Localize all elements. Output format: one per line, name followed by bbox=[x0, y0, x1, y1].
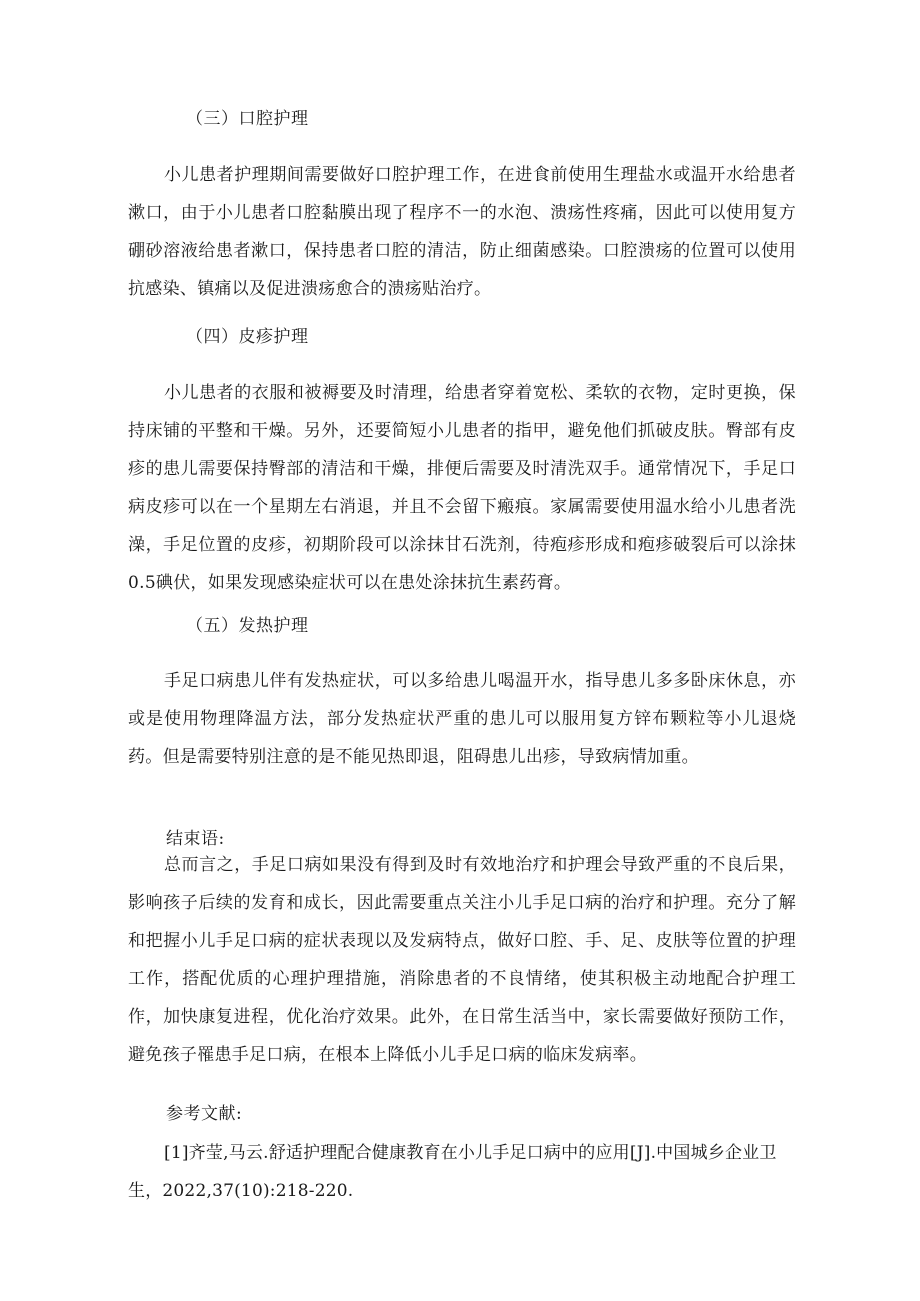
reference-item-1: [1]齐莹,马云.舒适护理配合健康教育在小儿手足口病中的应用[J].中国城乡企业卫生，2022,37(10):218-220. bbox=[128, 1143, 777, 1201]
references-label: 参考文献: bbox=[166, 1104, 243, 1124]
conclusion-label: 结束语: bbox=[166, 829, 225, 849]
section-body-oral-care: 小儿患者护理期间需要做好口腔护理工作，在进食前使用生理盐水或温开水给患者漱口，由于小儿患者口腔黏膜出现了程序不一的水泡、溃疡性疼痛，因此可以使用复方硼砂溶液给患者漱口，保持患者口腔的清洁，防止细菌感染。口腔溃疡的位置可以使用抗感染、镇痛以及促进溃疡愈合的溃疡贴治疗。 bbox=[128, 165, 796, 299]
section-body-fever-care: 手足口病患儿伴有发热症状，可以多给患儿喝温开水，指导患儿多多卧床休息，亦或是使用物理降温方法，部分发热症状严重的患儿可以服用复方锌布颗粒等小儿退烧药。但是需要特别注意的是不能见热即退，阻碍患儿出疹，导致病情加重。 bbox=[128, 671, 796, 767]
section-body-rash-care: 小儿患者的衣服和被褥要及时清理，给患者穿着宽松、柔软的衣物，定时更换，保持床铺的平整和干燥。另外，还要简短小儿患者的指甲，避免他们抓破皮肤。臀部有皮疹的患儿需要保持臀部的清洁和干燥，排便后需要及时清洗双手。通常情况下，手足口病皮疹可以在一个星期左右消退，并且不会留下瘢痕。家属需要使用温水给小儿患者洗澡，手足位置的皮疹，初期阶段可以涂抹甘石洗剂，待疱疹形成和疱疹破裂后可以涂抹0.5碘伏，如果发现感染症状可以在患处涂抹抗生素药膏。 bbox=[128, 383, 796, 593]
section-heading-oral-care: （三）口腔护理 bbox=[186, 109, 309, 129]
section-heading-fever-care: （五）发热护理 bbox=[186, 616, 309, 636]
section-heading-rash-care: （四）皮疹护理 bbox=[186, 327, 309, 347]
conclusion-body: 总而言之，手足口病如果没有得到及时有效地治疗和护理会导致严重的不良后果，影响孩子后续的发育和成长，因此需要重点关注小儿手足口病的治疗和护理。充分了解和把握小儿手足口病的症状表现以及发病特点，做好口腔、手、足、皮肤等位置的护理工作，搭配优质的心理护理措施，消除患者的不良情绪，使其积极主动地配合护理工作，加快康复进程，优化治疗效果。此外，在日常生活当中，家长需要做好预防工作，避免孩子罹患手足口病，在根本上降低小儿手足口病的临床发病率。 bbox=[128, 855, 796, 1065]
